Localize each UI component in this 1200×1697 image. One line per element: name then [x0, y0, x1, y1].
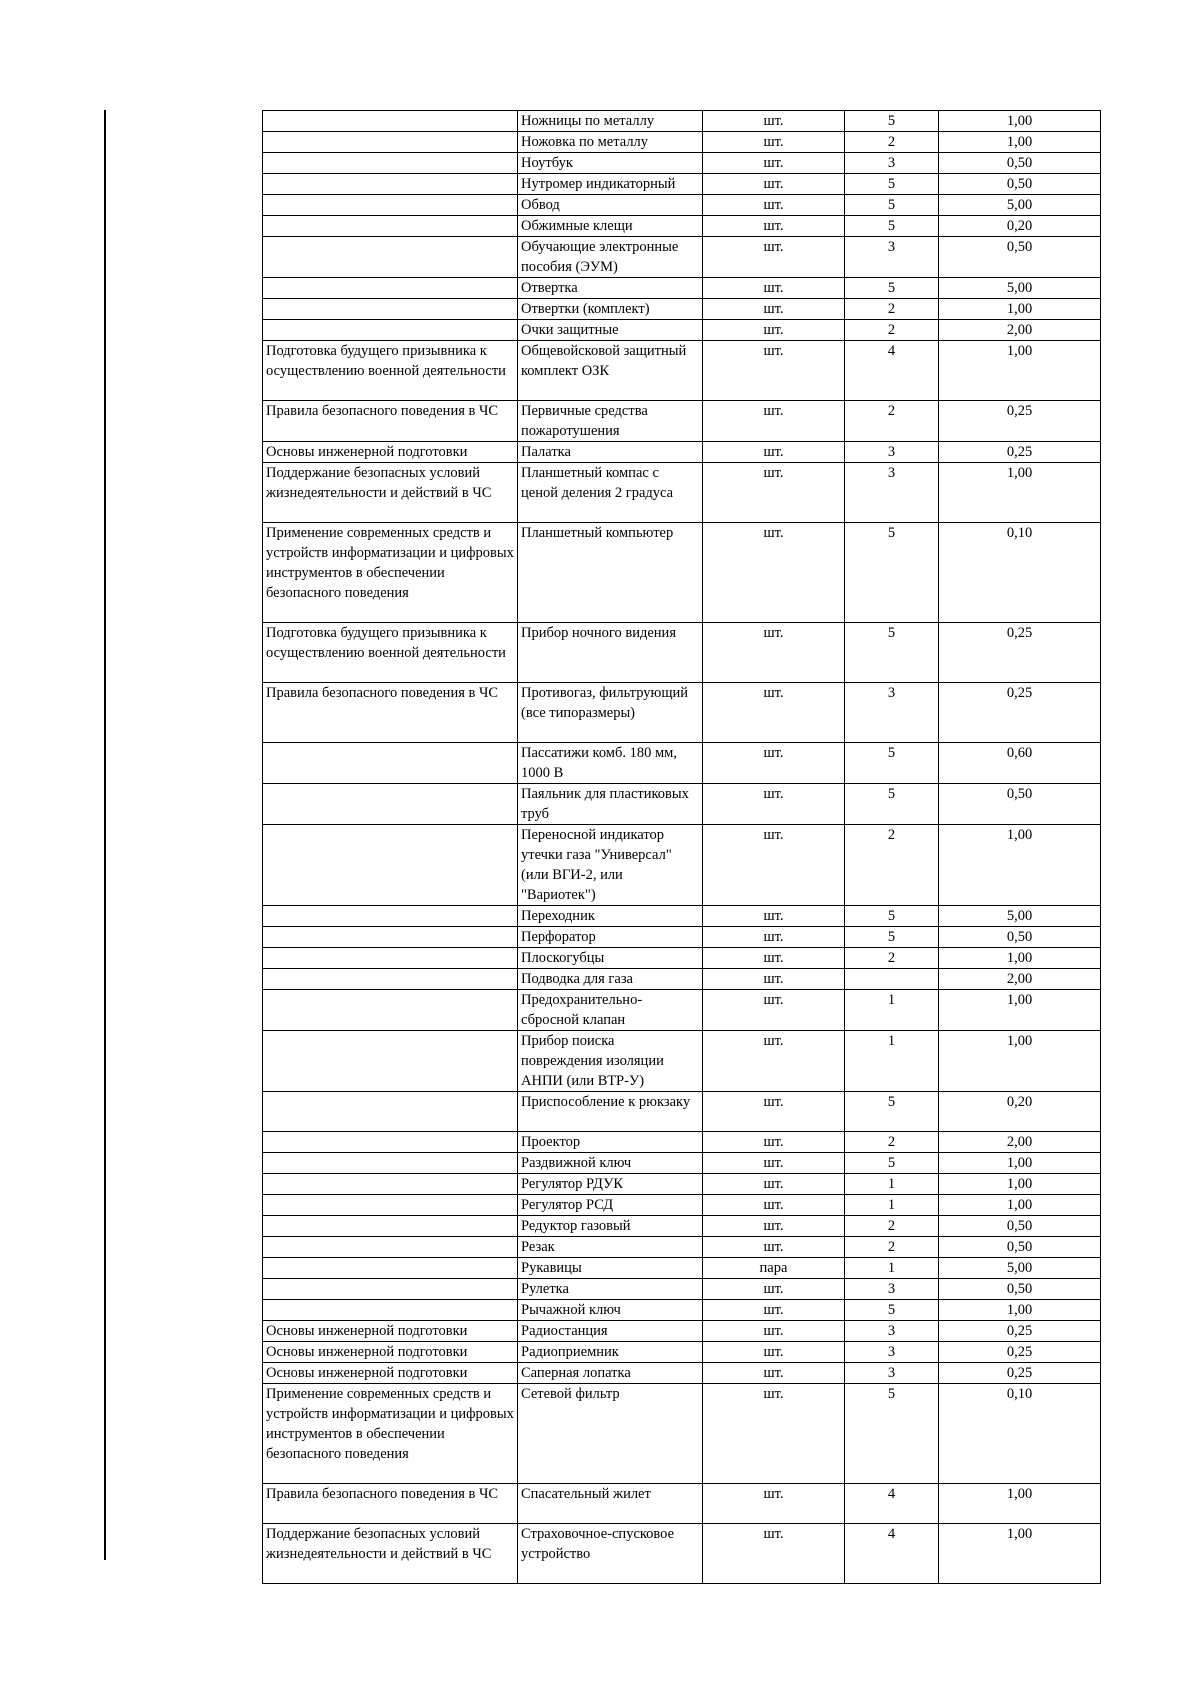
quantity-cell: 2	[845, 320, 939, 341]
quantity-cell: 3	[845, 153, 939, 174]
equipment-table-body	[263, 111, 1101, 1584]
unit-cell: шт.	[703, 743, 845, 784]
table-row	[263, 1300, 1101, 1321]
unit-cell: шт.	[703, 784, 845, 825]
item-name-cell: Обвод	[518, 195, 703, 216]
quantity-cell: 2	[845, 299, 939, 320]
item-name-cell: Отвертка	[518, 278, 703, 299]
item-name-cell: Нутромер индикаторный	[518, 174, 703, 195]
item-name-cell: Плоскогубцы	[518, 948, 703, 969]
coefficient-cell: 0,20	[939, 216, 1101, 237]
coefficient-cell: 0,10	[939, 523, 1101, 623]
quantity-cell: 1	[845, 1258, 939, 1279]
table-row	[263, 906, 1101, 927]
coefficient-cell: 1,00	[939, 1300, 1101, 1321]
section-cell: Правила безопасного поведения в ЧС	[263, 1484, 518, 1524]
section-cell	[263, 1216, 518, 1237]
item-name-cell: Противогаз, фильтрующий (все типоразмеры)	[518, 683, 703, 743]
table-row	[263, 1216, 1101, 1237]
quantity-cell: 5	[845, 523, 939, 623]
quantity-cell: 5	[845, 278, 939, 299]
coefficient-cell: 0,25	[939, 623, 1101, 683]
unit-cell: шт.	[703, 1363, 845, 1384]
quantity-cell: 5	[845, 784, 939, 825]
unit-cell: шт.	[703, 1132, 845, 1153]
coefficient-cell: 0,50	[939, 153, 1101, 174]
item-name-cell: Регулятор РСД	[518, 1195, 703, 1216]
table-row	[263, 683, 1101, 743]
quantity-cell	[845, 969, 939, 990]
section-cell	[263, 990, 518, 1031]
quantity-cell: 3	[845, 1342, 939, 1363]
quantity-cell: 2	[845, 1237, 939, 1258]
coefficient-cell: 5,00	[939, 906, 1101, 927]
quantity-cell: 2	[845, 1216, 939, 1237]
item-name-cell: Общевойсковой защитный комплект ОЗК	[518, 341, 703, 401]
section-cell: Основы инженерной подготовки	[263, 1321, 518, 1342]
section-cell: Правила безопасного поведения в ЧС	[263, 401, 518, 442]
quantity-cell: 5	[845, 111, 939, 132]
coefficient-cell: 1,00	[939, 1195, 1101, 1216]
section-cell	[263, 1300, 518, 1321]
item-name-cell: Переносной индикатор утечки газа "Универсал" (или ВГИ-2, или "Вариотек")	[518, 825, 703, 906]
coefficient-cell: 1,00	[939, 132, 1101, 153]
unit-cell: шт.	[703, 299, 845, 320]
section-cell	[263, 969, 518, 990]
section-cell	[263, 927, 518, 948]
section-cell	[263, 174, 518, 195]
item-name-cell: Раздвижной ключ	[518, 1153, 703, 1174]
coefficient-cell: 2,00	[939, 320, 1101, 341]
quantity-cell: 5	[845, 743, 939, 784]
table-row	[263, 1321, 1101, 1342]
item-name-cell: Приспособление к рюкзаку	[518, 1092, 703, 1132]
coefficient-cell: 1,00	[939, 1524, 1101, 1584]
unit-cell: шт.	[703, 683, 845, 743]
table-row	[263, 1174, 1101, 1195]
table-row	[263, 153, 1101, 174]
coefficient-cell: 0,50	[939, 237, 1101, 278]
item-name-cell: Ноутбук	[518, 153, 703, 174]
item-name-cell: Прибор ночного видения	[518, 623, 703, 683]
unit-cell: шт.	[703, 1484, 845, 1524]
item-name-cell: Ножницы по металлу	[518, 111, 703, 132]
item-name-cell: Проектор	[518, 1132, 703, 1153]
coefficient-cell: 0,25	[939, 442, 1101, 463]
section-cell: Правила безопасного поведения в ЧС	[263, 683, 518, 743]
section-cell	[263, 1092, 518, 1132]
coefficient-cell: 5,00	[939, 195, 1101, 216]
quantity-cell: 4	[845, 341, 939, 401]
section-cell: Подготовка будущего призывника к осуществлению военной деятельности	[263, 341, 518, 401]
coefficient-cell: 0,50	[939, 1237, 1101, 1258]
table-row	[263, 237, 1101, 278]
item-name-cell: Страховочное-спусковое устройство	[518, 1524, 703, 1584]
quantity-cell: 3	[845, 1321, 939, 1342]
quantity-cell: 4	[845, 1524, 939, 1584]
section-cell	[263, 278, 518, 299]
coefficient-cell: 2,00	[939, 1132, 1101, 1153]
coefficient-cell: 2,00	[939, 969, 1101, 990]
unit-cell: шт.	[703, 523, 845, 623]
unit-cell: шт.	[703, 1216, 845, 1237]
item-name-cell: Обжимные клещи	[518, 216, 703, 237]
coefficient-cell: 1,00	[939, 111, 1101, 132]
table-row	[263, 743, 1101, 784]
table-row	[263, 825, 1101, 906]
item-name-cell: Планшетный компас с ценой деления 2 градуса	[518, 463, 703, 523]
section-cell	[263, 1174, 518, 1195]
section-cell: Поддержание безопасных условий жизнедеятельности и действий в ЧС	[263, 463, 518, 523]
item-name-cell: Первичные средства пожаротушения	[518, 401, 703, 442]
section-cell	[263, 1153, 518, 1174]
unit-cell: шт.	[703, 1195, 845, 1216]
unit-cell: шт.	[703, 825, 845, 906]
coefficient-cell: 0,25	[939, 1342, 1101, 1363]
quantity-cell: 3	[845, 1363, 939, 1384]
table-row	[263, 341, 1101, 401]
table-row	[263, 195, 1101, 216]
unit-cell: шт.	[703, 195, 845, 216]
table-row	[263, 1153, 1101, 1174]
coefficient-cell: 1,00	[939, 990, 1101, 1031]
coefficient-cell: 0,20	[939, 1092, 1101, 1132]
coefficient-cell: 1,00	[939, 463, 1101, 523]
coefficient-cell: 1,00	[939, 825, 1101, 906]
table-row	[263, 320, 1101, 341]
unit-cell: шт.	[703, 1092, 845, 1132]
quantity-cell: 5	[845, 174, 939, 195]
unit-cell: шт.	[703, 623, 845, 683]
quantity-cell: 5	[845, 216, 939, 237]
section-cell	[263, 1031, 518, 1092]
unit-cell: шт.	[703, 948, 845, 969]
quantity-cell: 3	[845, 237, 939, 278]
section-cell: Основы инженерной подготовки	[263, 1363, 518, 1384]
quantity-cell: 1	[845, 1195, 939, 1216]
item-name-cell: Палатка	[518, 442, 703, 463]
unit-cell: шт.	[703, 906, 845, 927]
unit-cell: шт.	[703, 1174, 845, 1195]
quantity-cell: 4	[845, 1484, 939, 1524]
item-name-cell: Радиоприемник	[518, 1342, 703, 1363]
section-cell	[263, 1237, 518, 1258]
equipment-table	[262, 110, 1101, 1584]
coefficient-cell: 1,00	[939, 948, 1101, 969]
item-name-cell: Обучающие электронные пособия (ЭУМ)	[518, 237, 703, 278]
section-cell	[263, 320, 518, 341]
unit-cell: шт.	[703, 1300, 845, 1321]
section-cell	[263, 195, 518, 216]
unit-cell: шт.	[703, 1524, 845, 1584]
coefficient-cell: 0,25	[939, 401, 1101, 442]
section-cell: Основы инженерной подготовки	[263, 1342, 518, 1363]
unit-cell: шт.	[703, 341, 845, 401]
quantity-cell: 5	[845, 1384, 939, 1484]
quantity-cell: 1	[845, 990, 939, 1031]
quantity-cell: 3	[845, 1279, 939, 1300]
coefficient-cell: 0,50	[939, 174, 1101, 195]
section-cell	[263, 1279, 518, 1300]
coefficient-cell: 1,00	[939, 1484, 1101, 1524]
quantity-cell: 2	[845, 132, 939, 153]
table-row	[263, 132, 1101, 153]
section-cell	[263, 216, 518, 237]
item-name-cell: Отвертки (комплект)	[518, 299, 703, 320]
section-cell	[263, 1258, 518, 1279]
unit-cell: шт.	[703, 1384, 845, 1484]
table-row	[263, 1279, 1101, 1300]
coefficient-cell: 1,00	[939, 1153, 1101, 1174]
item-name-cell: Ножовка по металлу	[518, 132, 703, 153]
table-row	[263, 299, 1101, 320]
table-row	[263, 927, 1101, 948]
item-name-cell: Спасательный жилет	[518, 1484, 703, 1524]
table-row	[263, 111, 1101, 132]
quantity-cell: 3	[845, 683, 939, 743]
coefficient-cell: 1,00	[939, 299, 1101, 320]
coefficient-cell: 5,00	[939, 278, 1101, 299]
section-cell	[263, 237, 518, 278]
item-name-cell: Рулетка	[518, 1279, 703, 1300]
section-cell: Поддержание безопасных условий жизнедеятельности и действий в ЧС	[263, 1524, 518, 1584]
section-cell: Применение современных средств и устройств информатизации и цифровых инструментов в обеспечении безопасного поведения	[263, 1384, 518, 1484]
table-row	[263, 784, 1101, 825]
table-row	[263, 442, 1101, 463]
table-row	[263, 1195, 1101, 1216]
item-name-cell: Регулятор РДУК	[518, 1174, 703, 1195]
coefficient-cell: 0,25	[939, 683, 1101, 743]
unit-cell: шт.	[703, 1342, 845, 1363]
unit-cell: шт.	[703, 1237, 845, 1258]
item-name-cell: Предохранительно-сбросной клапан	[518, 990, 703, 1031]
coefficient-cell: 0,60	[939, 743, 1101, 784]
item-name-cell: Подводка для газа	[518, 969, 703, 990]
quantity-cell: 5	[845, 906, 939, 927]
section-cell	[263, 1132, 518, 1153]
table-row	[263, 1031, 1101, 1092]
section-cell	[263, 784, 518, 825]
unit-cell: шт.	[703, 927, 845, 948]
table-row	[263, 1484, 1101, 1524]
section-cell	[263, 906, 518, 927]
page-margin-line	[104, 110, 106, 1560]
quantity-cell: 2	[845, 948, 939, 969]
section-cell	[263, 948, 518, 969]
unit-cell: шт.	[703, 174, 845, 195]
table-row	[263, 1237, 1101, 1258]
quantity-cell: 5	[845, 623, 939, 683]
item-name-cell: Редуктор газовый	[518, 1216, 703, 1237]
coefficient-cell: 5,00	[939, 1258, 1101, 1279]
section-cell: Подготовка будущего призывника к осуществлению военной деятельности	[263, 623, 518, 683]
quantity-cell: 2	[845, 401, 939, 442]
quantity-cell: 2	[845, 825, 939, 906]
table-row	[263, 463, 1101, 523]
section-cell: Применение современных средств и устройств информатизации и цифровых инструментов в обеспечении безопасного поведения	[263, 523, 518, 623]
coefficient-cell: 0,50	[939, 784, 1101, 825]
item-name-cell: Паяльник для пластиковых труб	[518, 784, 703, 825]
unit-cell: шт.	[703, 1031, 845, 1092]
item-name-cell: Радиостанция	[518, 1321, 703, 1342]
table-row	[263, 1258, 1101, 1279]
coefficient-cell: 0,10	[939, 1384, 1101, 1484]
quantity-cell: 5	[845, 1092, 939, 1132]
unit-cell: шт.	[703, 1321, 845, 1342]
unit-cell: шт.	[703, 463, 845, 523]
item-name-cell: Переходник	[518, 906, 703, 927]
unit-cell: шт.	[703, 990, 845, 1031]
unit-cell: шт.	[703, 237, 845, 278]
unit-cell: шт.	[703, 969, 845, 990]
item-name-cell: Резак	[518, 1237, 703, 1258]
table-row	[263, 1132, 1101, 1153]
quantity-cell: 3	[845, 442, 939, 463]
coefficient-cell: 1,00	[939, 1174, 1101, 1195]
table-row	[263, 948, 1101, 969]
section-cell	[263, 153, 518, 174]
quantity-cell: 2	[845, 1132, 939, 1153]
table-row	[263, 1092, 1101, 1132]
coefficient-cell: 0,50	[939, 927, 1101, 948]
table-row	[263, 1342, 1101, 1363]
section-cell	[263, 111, 518, 132]
unit-cell: шт.	[703, 216, 845, 237]
item-name-cell: Пассатижи комб. 180 мм, 1000 В	[518, 743, 703, 784]
unit-cell: пара	[703, 1258, 845, 1279]
coefficient-cell: 0,50	[939, 1216, 1101, 1237]
table-row	[263, 623, 1101, 683]
table-row	[263, 1363, 1101, 1384]
table-row	[263, 174, 1101, 195]
quantity-cell: 5	[845, 1153, 939, 1174]
section-cell	[263, 299, 518, 320]
quantity-cell: 1	[845, 1174, 939, 1195]
table-row	[263, 1524, 1101, 1584]
coefficient-cell: 0,50	[939, 1279, 1101, 1300]
table-row	[263, 1384, 1101, 1484]
item-name-cell: Очки защитные	[518, 320, 703, 341]
quantity-cell: 5	[845, 195, 939, 216]
unit-cell: шт.	[703, 153, 845, 174]
quantity-cell: 5	[845, 927, 939, 948]
quantity-cell: 3	[845, 463, 939, 523]
unit-cell: шт.	[703, 320, 845, 341]
item-name-cell: Рукавицы	[518, 1258, 703, 1279]
item-name-cell: Сетевой фильтр	[518, 1384, 703, 1484]
table-row	[263, 969, 1101, 990]
unit-cell: шт.	[703, 278, 845, 299]
table-row	[263, 216, 1101, 237]
coefficient-cell: 1,00	[939, 1031, 1101, 1092]
coefficient-cell: 1,00	[939, 341, 1101, 401]
item-name-cell: Рычажной ключ	[518, 1300, 703, 1321]
section-cell	[263, 1195, 518, 1216]
coefficient-cell: 0,25	[939, 1363, 1101, 1384]
section-cell	[263, 743, 518, 784]
item-name-cell: Прибор поиска повреждения изоляции АНПИ (или ВТР-У)	[518, 1031, 703, 1092]
item-name-cell: Планшетный компьютер	[518, 523, 703, 623]
section-cell: Основы инженерной подготовки	[263, 442, 518, 463]
unit-cell: шт.	[703, 111, 845, 132]
table-row	[263, 990, 1101, 1031]
section-cell	[263, 825, 518, 906]
unit-cell: шт.	[703, 1153, 845, 1174]
table-row	[263, 523, 1101, 623]
unit-cell: шт.	[703, 401, 845, 442]
section-cell	[263, 132, 518, 153]
item-name-cell: Перфоратор	[518, 927, 703, 948]
unit-cell: шт.	[703, 1279, 845, 1300]
quantity-cell: 1	[845, 1031, 939, 1092]
quantity-cell: 5	[845, 1300, 939, 1321]
coefficient-cell: 0,25	[939, 1321, 1101, 1342]
unit-cell: шт.	[703, 442, 845, 463]
table-row	[263, 401, 1101, 442]
item-name-cell: Саперная лопатка	[518, 1363, 703, 1384]
table-row	[263, 278, 1101, 299]
unit-cell: шт.	[703, 132, 845, 153]
